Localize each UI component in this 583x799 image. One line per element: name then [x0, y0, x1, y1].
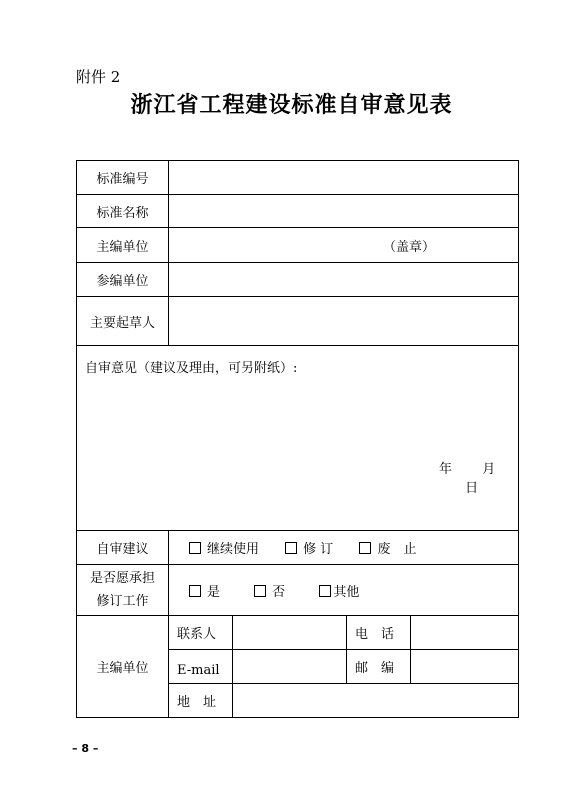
- contact-person-label: 联系人: [169, 616, 233, 650]
- opinion-label: 自审意见（建议及理由，可另附纸）:: [85, 360, 298, 376]
- page-number: – 8 –: [72, 742, 99, 755]
- standard-name-label: 标准名称: [77, 195, 169, 228]
- phone-label: 电 话: [347, 616, 411, 650]
- main-drafter-label: 主要起草人: [77, 297, 169, 346]
- date-day: 日: [465, 480, 479, 496]
- seal-note: （盖章）: [383, 240, 436, 255]
- standard-number-field[interactable]: [169, 161, 519, 195]
- self-review-suggestion-label: 自审建议: [77, 531, 169, 565]
- postcode-label: 邮 编: [347, 650, 411, 684]
- chief-unit-label: 主编单位: [77, 228, 169, 263]
- row-standard-number: [77, 161, 519, 195]
- row-self-review-suggestion: [77, 531, 519, 565]
- suggestion-options: [169, 531, 519, 565]
- row-participating-unit: [77, 263, 519, 297]
- row-willing-to-revise: [77, 565, 519, 616]
- checkbox-icon[interactable]: [285, 542, 297, 554]
- row-opinion: [77, 346, 519, 531]
- checkbox-icon[interactable]: [189, 542, 201, 554]
- address-field[interactable]: [233, 684, 519, 718]
- option-continue-use[interactable]: 继续使用: [189, 538, 259, 557]
- standard-number-label: 标准编号: [77, 161, 169, 195]
- option-revise[interactable]: 修 订: [285, 538, 333, 557]
- row-chief-unit: [77, 228, 519, 263]
- attachment-label: 附件 2: [76, 68, 121, 86]
- date-year: 年: [439, 461, 453, 477]
- date-month: 月: [482, 461, 496, 477]
- row-contact-1: [77, 616, 519, 650]
- row-standard-name: [77, 195, 519, 228]
- willing-label: 是否愿承担 修订工作: [77, 565, 169, 616]
- participating-unit-label: 参编单位: [77, 263, 169, 297]
- address-label: 地 址: [169, 684, 233, 718]
- row-main-drafter: [77, 297, 519, 346]
- option-yes[interactable]: 是: [189, 581, 220, 600]
- phone-field[interactable]: [411, 616, 519, 650]
- checkbox-icon[interactable]: [319, 585, 331, 597]
- option-abolish[interactable]: 废 止: [359, 538, 416, 557]
- checkbox-icon[interactable]: [359, 542, 371, 554]
- main-drafter-field[interactable]: [169, 297, 519, 346]
- chief-unit-field[interactable]: [169, 228, 519, 263]
- willing-options: [169, 565, 519, 616]
- email-label: E-mail: [169, 650, 233, 684]
- contact-person-field[interactable]: [233, 616, 347, 650]
- standard-name-field[interactable]: [169, 195, 519, 228]
- date-line: [439, 458, 518, 496]
- opinion-field[interactable]: [77, 346, 519, 531]
- participating-unit-field[interactable]: [169, 263, 519, 297]
- review-form-table: [76, 160, 519, 718]
- email-field[interactable]: [233, 650, 347, 684]
- checkbox-icon[interactable]: [189, 585, 201, 597]
- checkbox-icon[interactable]: [254, 585, 266, 597]
- form-title: 浙江省工程建设标准自审意见表: [130, 92, 453, 118]
- postcode-field[interactable]: [411, 650, 519, 684]
- contact-unit-label: 主编单位: [77, 616, 169, 718]
- option-no[interactable]: 否: [254, 581, 285, 600]
- option-other[interactable]: 其他: [319, 581, 359, 600]
